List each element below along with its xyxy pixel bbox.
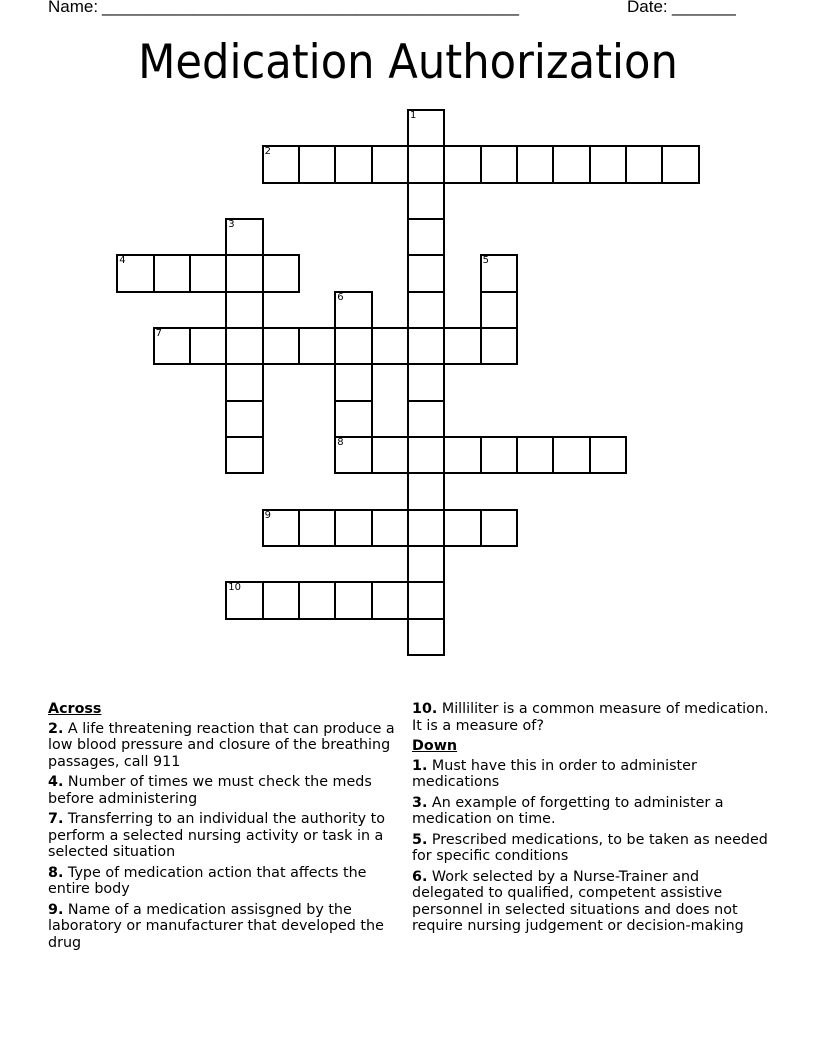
- grid-cell[interactable]: [407, 327, 445, 365]
- grid-cell[interactable]: [262, 145, 300, 183]
- grid-cell[interactable]: [407, 472, 445, 510]
- clue-text: Transferring to an individual the authority to perform a selected nursing activity or task in a selected situation: [48, 811, 385, 860]
- date-field[interactable]: _______: [672, 0, 736, 16]
- clues-left-column: [48, 701, 410, 955]
- grid-cell[interactable]: [371, 581, 409, 619]
- cell-number: 1: [409, 110, 417, 121]
- grid-cell[interactable]: [552, 436, 590, 474]
- grid-cell[interactable]: [661, 145, 699, 183]
- grid-cell[interactable]: [334, 400, 372, 438]
- clue-down-3: [412, 795, 774, 828]
- clue-number: 10.: [412, 701, 438, 717]
- clues-right-column: [412, 701, 774, 939]
- grid-cell[interactable]: [153, 254, 191, 292]
- clue-text: Name of a medication assisgned by the laboratory or manufacturer that developed the drug: [48, 901, 384, 951]
- grid-cell[interactable]: [480, 254, 518, 292]
- clue-down-1: [412, 758, 774, 791]
- grid-cell[interactable]: [480, 509, 518, 547]
- clue-text: A life threatening reaction that can produce a low blood pressure and closure of the breathing passages, call 911: [48, 720, 395, 770]
- clue-across-9: [48, 902, 410, 952]
- grid-cell[interactable]: [443, 327, 481, 365]
- clue-number: 9.: [48, 901, 64, 918]
- grid-cell[interactable]: [407, 509, 445, 547]
- clue-across-8: [48, 865, 410, 898]
- clue-number: 4.: [48, 774, 64, 790]
- cell-number: 2: [264, 146, 271, 158]
- grid-cell[interactable]: [262, 327, 300, 365]
- grid-cell[interactable]: [407, 218, 445, 256]
- grid-cell[interactable]: [480, 145, 518, 183]
- grid-cell[interactable]: [225, 254, 263, 292]
- grid-cell[interactable]: [225, 327, 263, 365]
- cell-number: 8: [337, 436, 344, 448]
- cell-number: 7: [155, 327, 162, 339]
- grid-cell[interactable]: [371, 145, 409, 183]
- clue-number: 1.: [412, 757, 428, 774]
- clue-text: Prescribed medications, to be taken as needed for specific conditions: [412, 831, 768, 864]
- grid-cell[interactable]: [371, 436, 409, 474]
- clue-across-10: [412, 701, 774, 734]
- grid-cell[interactable]: [407, 436, 445, 474]
- grid-cell[interactable]: [371, 509, 409, 547]
- clue-text: Work selected by a Nurse-Trainer and delegated to qualified, competent assistive personnel in selected situations and does not require nursing judgement or decision-making: [412, 868, 744, 934]
- clue-text: An example of forgetting to administer a medication on time.: [412, 794, 724, 827]
- grid-cell[interactable]: [334, 436, 372, 474]
- grid-cell[interactable]: [225, 218, 263, 256]
- grid-cell[interactable]: [334, 509, 372, 547]
- grid-cell[interactable]: [225, 291, 263, 329]
- cell-number: 5: [482, 255, 489, 267]
- grid-cell[interactable]: [189, 254, 227, 292]
- grid-cell[interactable]: [480, 436, 518, 474]
- cell-number: 9: [264, 509, 271, 521]
- down-heading: Down: [412, 738, 458, 754]
- grid-cell[interactable]: [225, 581, 263, 619]
- grid-cell[interactable]: [407, 291, 445, 329]
- clue-number: 6.: [412, 868, 428, 885]
- grid-cell[interactable]: [516, 436, 554, 474]
- grid-cell[interactable]: [116, 254, 154, 292]
- grid-cell[interactable]: [407, 618, 445, 656]
- name-field[interactable]: ______________________________________________: [102, 0, 519, 16]
- clue-number: 7.: [48, 811, 64, 827]
- date-label: Date:: [627, 0, 668, 16]
- cell-number: 4: [119, 255, 126, 267]
- clue-number: 5.: [412, 831, 428, 848]
- clue-text: Milliliter is a common measure of medication. It is a measure of?: [412, 701, 769, 734]
- clue-down-5: [412, 832, 774, 865]
- clue-text: Must have this in order to administer medications: [412, 757, 697, 790]
- grid-cell[interactable]: [262, 509, 300, 547]
- clue-across-4: [48, 774, 410, 807]
- clue-across-7: [48, 811, 410, 861]
- clue-text: Type of medication action that affects the entire body: [48, 864, 367, 897]
- grid-cell[interactable]: [552, 145, 590, 183]
- grid-cell[interactable]: [480, 327, 518, 365]
- grid-cell[interactable]: [443, 145, 481, 183]
- grid-cell[interactable]: [298, 581, 336, 619]
- grid-cell[interactable]: [443, 509, 481, 547]
- clue-number: 3.: [412, 794, 428, 811]
- grid-cell[interactable]: [516, 145, 554, 183]
- grid-cell[interactable]: [298, 509, 336, 547]
- name-label: Name:: [48, 0, 99, 16]
- grid-cell[interactable]: [225, 436, 263, 474]
- grid-cell[interactable]: [334, 291, 372, 329]
- grid-cell[interactable]: [625, 145, 663, 183]
- grid-cell[interactable]: [480, 291, 518, 329]
- grid-cell[interactable]: [407, 545, 445, 583]
- grid-cell[interactable]: [334, 363, 372, 401]
- clue-number: 8.: [48, 864, 64, 881]
- grid-cell[interactable]: [407, 363, 445, 401]
- clue-down-6: [412, 869, 774, 935]
- grid-cell[interactable]: [153, 327, 191, 365]
- grid-cell[interactable]: [334, 145, 372, 183]
- grid-cell[interactable]: [189, 327, 227, 365]
- grid-cell[interactable]: [589, 145, 627, 183]
- grid-cell[interactable]: [407, 581, 445, 619]
- grid-cell[interactable]: [407, 145, 445, 183]
- grid-cell[interactable]: [407, 109, 445, 147]
- grid-cell[interactable]: [262, 254, 300, 292]
- grid-cell[interactable]: [443, 436, 481, 474]
- clue-text: Number of times we must check the meds before administering: [48, 774, 372, 807]
- cell-number: 10: [228, 582, 242, 594]
- grid-cell[interactable]: [334, 581, 372, 619]
- grid-cell[interactable]: [589, 436, 627, 474]
- grid-cell[interactable]: [371, 327, 409, 365]
- cell-number: 6: [337, 291, 344, 303]
- across-heading: Across: [48, 701, 102, 717]
- grid-cell[interactable]: [407, 182, 445, 220]
- grid-cell[interactable]: [225, 363, 263, 401]
- grid-cell[interactable]: [298, 145, 336, 183]
- clue-number: 2.: [48, 720, 64, 737]
- cell-number: 3: [228, 218, 235, 230]
- grid-cell[interactable]: [298, 327, 336, 365]
- grid-cell[interactable]: [407, 254, 445, 292]
- grid-cell[interactable]: [407, 400, 445, 438]
- page-title: Medication Authorization: [138, 35, 678, 90]
- grid-cell[interactable]: [262, 581, 300, 619]
- grid-cell[interactable]: [334, 327, 372, 365]
- clue-across-2: [48, 721, 410, 771]
- grid-cell[interactable]: [225, 400, 263, 438]
